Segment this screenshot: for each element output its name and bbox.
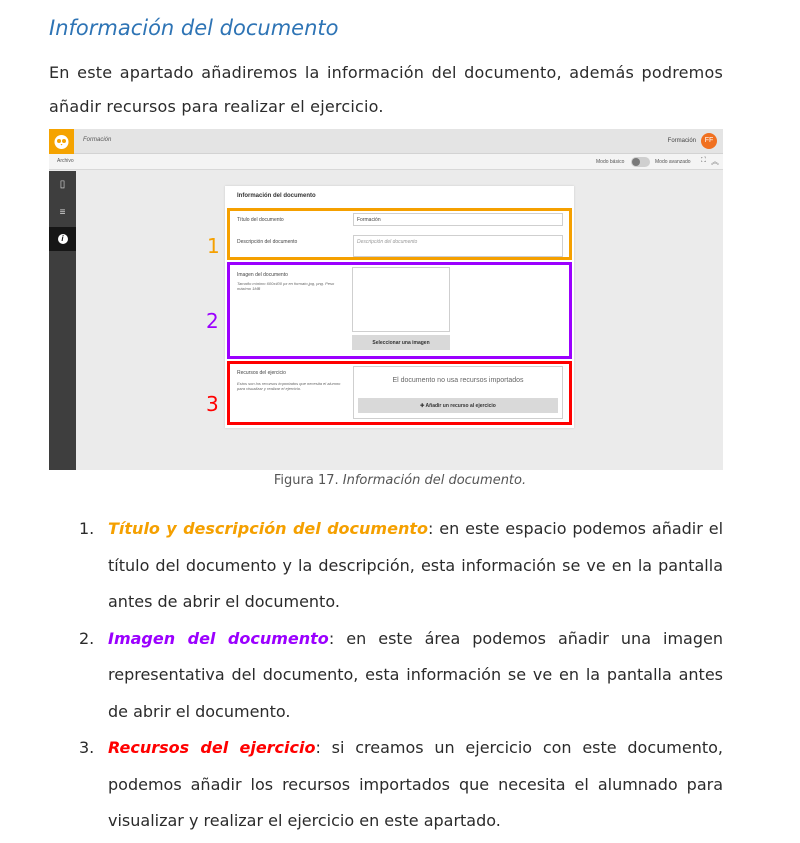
info-icon: i: [58, 234, 68, 244]
list-term: Imagen del documento: [108, 628, 329, 648]
highlight-number-1: 1: [207, 234, 220, 258]
title-input[interactable]: Formación: [353, 213, 563, 226]
sidebar-item-content[interactable]: [49, 201, 76, 225]
image-hint: Tamaño mínimo 600x400 px en formato jpg, png. Peso máximo 1MB: [237, 281, 335, 291]
lines-icon: ≡: [59, 207, 66, 218]
card-title: Información del documento: [237, 193, 316, 199]
list-term: Título y descripción del documento: [108, 519, 428, 538]
resources-label: Recursos del ejercicio: [237, 370, 286, 376]
mobile-icon: ▯: [59, 179, 66, 190]
menu-file[interactable]: Archivo: [57, 158, 74, 164]
sidebar-item-info[interactable]: [49, 227, 76, 251]
app-title: Formación: [83, 137, 112, 143]
description-input[interactable]: Descripción del documento: [353, 235, 563, 257]
app-menubar: [49, 154, 723, 170]
highlight-box-3: [227, 361, 572, 425]
highlight-number-2: 2: [206, 309, 219, 333]
title-label: Título del documento: [237, 217, 284, 223]
figure-caption: [0, 473, 800, 488]
list-number: 3.: [79, 738, 95, 757]
select-image-button[interactable]: Seleccionar una imagen: [352, 335, 450, 350]
highlight-box-2: [227, 262, 572, 359]
list-number: 2.: [79, 628, 95, 648]
plus-icon: ✚: [420, 402, 426, 409]
add-resource-label: Añadir un recurso al ejercicio: [425, 402, 496, 409]
resources-empty-text: El documento no usa recursos importados: [392, 377, 524, 384]
list-number: 1.: [79, 519, 95, 538]
avatar[interactable]: FF: [701, 133, 717, 149]
list-term: Recursos del ejercicio: [108, 738, 316, 757]
user-name[interactable]: Formación: [667, 138, 696, 144]
list-text: : si creamos un ejercicio con este documento, podemos añadir los recursos importados que necesita el alumnado para visualizar y realizar el ejercicio en este apartado.: [108, 738, 723, 830]
toggle-knob: [632, 158, 640, 166]
highlight-box-1: [227, 208, 572, 260]
list-text: : en este espacio podemos añadir el título del documento y la descripción, esta información se ve en la pantalla antes de abrir el documento.: [108, 519, 724, 611]
section-heading: Información del documento: [49, 16, 339, 40]
list-item: [79, 621, 723, 731]
app-topbar: [49, 129, 723, 154]
list-item: [79, 511, 723, 621]
mode-toggle[interactable]: [631, 157, 650, 167]
image-label: Imagen del documento: [237, 272, 288, 278]
intro-paragraph: En este apartado añadiremos la información del documento, además podremos añadir recursos para realizar el ejercicio.: [49, 63, 723, 116]
caption-title: Información del documento.: [342, 473, 527, 488]
list-text: : en este área podemos añadir una imagen representativa del documento, esta información se ve en la pantalla antes de abrir el documento.: [108, 628, 724, 721]
app-sidebar: [49, 171, 76, 470]
resources-hint: Estos son los recursos importados que necesita el alumno para visualizar y realizar el ejercicio.: [237, 381, 341, 391]
app-logo[interactable]: [49, 129, 74, 154]
description-list: [79, 511, 723, 840]
owl-logo-icon: [53, 133, 70, 150]
mode-basic-label: Modo básico: [596, 159, 625, 165]
caption-prefix: Figura 17.: [273, 473, 339, 488]
highlight-number-3: 3: [206, 392, 219, 416]
double-chevron-up-icon[interactable]: ︽: [711, 157, 719, 166]
fullscreen-icon[interactable]: ⛶: [701, 157, 706, 164]
figure-screenshot: [49, 129, 723, 470]
mode-advanced-label: Modo avanzado: [655, 159, 691, 165]
description-label: Descripción del documento: [237, 239, 298, 245]
sidebar-item-mobile[interactable]: [49, 173, 76, 197]
list-item: [79, 730, 723, 840]
